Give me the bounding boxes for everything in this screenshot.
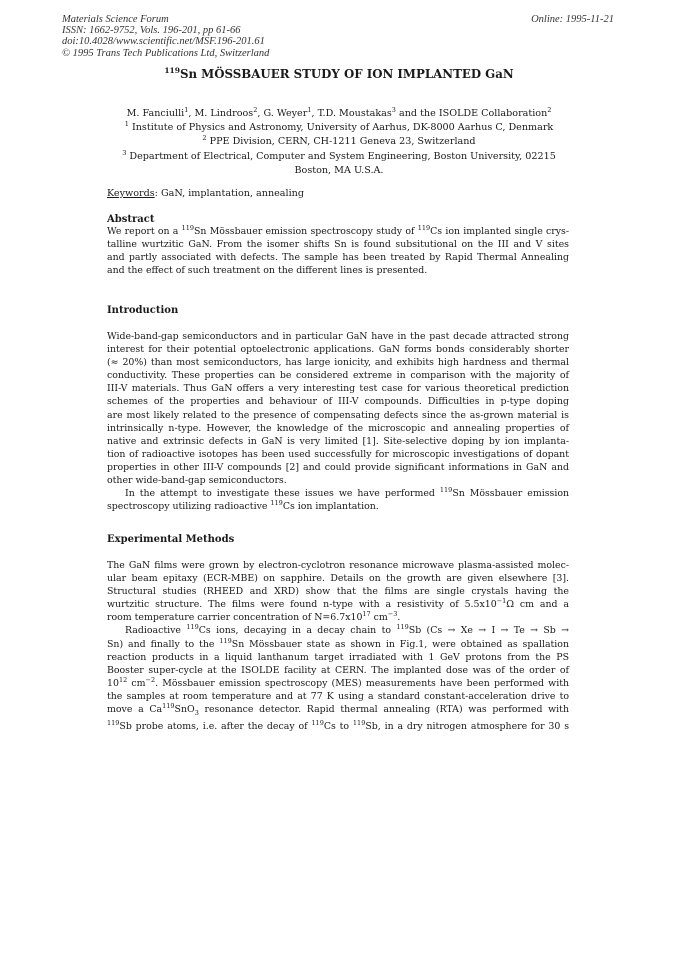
affil-number: 3	[122, 148, 127, 157]
author-affil-mark: 2	[253, 105, 258, 114]
author-affil-mark: 2	[547, 105, 552, 114]
copyright-line: © 1995 Trans Tech Publications Ltd, Switzerland	[62, 47, 270, 59]
author-affil-mark: 1	[307, 105, 312, 114]
text-line: (≈ 20%) than most semiconductors, has large ionicity, and exhibits high hardness and thermal	[107, 357, 569, 369]
methods-heading: Experimental Methods	[107, 534, 235, 545]
author-name: , G. Weyer	[257, 108, 308, 119]
text-line: room temperature carrier concentration of $N=6.7x10^{17}$ $cm^{-3}$.	[107, 610, 401, 624]
affiliation-3-cont: Boston, MA U.S.A.	[294, 164, 384, 176]
keywords	[107, 188, 304, 199]
affil-text: Institute of Physics and Astronomy, University of Aarhus, DK-8000 Aarhus C, Denmark	[128, 122, 554, 134]
text-line: tion of radioactive isotopes has been used successfully for microscopic investigations of dopant	[107, 448, 569, 460]
text-line: wurtzitic structure. The films were found n-type with a resistivity of $5.5x10^{-1}\Omega$ cm and a	[107, 597, 569, 611]
text-line: Wide-band-gap semiconductors and in particular GaN have in the past decade attracted strong	[107, 331, 569, 342]
author-affil-mark: 3	[391, 105, 396, 114]
text-line: spectroscopy utilizing radioactive $^{119}$Cs ion implantation.	[107, 499, 379, 513]
text-line: Sn) and finally to the $^{119}$Sn Mössbauer state as shown in Fig.1, were obtained as spallation	[107, 636, 569, 650]
online-date: Online: 1995-11-21	[531, 14, 614, 25]
affiliation-2	[100, 135, 578, 149]
author-name: , T.D. Moustakas	[311, 108, 392, 119]
text-line: the samples at room temperature and at 77 K using a standard constant-acceleration drive to	[107, 690, 569, 702]
text-line: talline wurtzitic GaN. From the isomer shifts Sn is found subsitutional on the III and V sites	[107, 239, 569, 251]
affil-text: PPE Division, CERN, CH-1211 Geneva 23, Switzerland	[206, 136, 476, 148]
affil-number: 1	[124, 120, 129, 129]
affiliation-1	[100, 121, 578, 135]
title-text: Sn MÖSSBAUER STUDY OF ION IMPLANTED GaN	[179, 67, 514, 81]
journal-header	[62, 14, 422, 59]
author-affil-mark: 1	[184, 105, 189, 114]
abstract-body	[107, 225, 569, 277]
keywords-label: Keywords	[107, 188, 155, 199]
affil-number: 2	[202, 134, 207, 143]
title-superscript: 119	[164, 66, 180, 76]
text-line: conductivity. These properties can be considered extreme in comparison with the majority of	[107, 370, 569, 382]
text-line: reaction products in a liquid lanthanum target irradiated with 1 GeV protons from the PS	[107, 651, 569, 663]
text-line: Structural studies (RHEED and XRD) show that the films are single crystals having the	[107, 586, 569, 598]
text-line: $^{119}$Sb probe atoms, i.e. after the decay of $^{119}$Cs to $^{119}$Sb, in a dry nitrogen atmosphere for 30 s	[107, 718, 570, 732]
issn-line: ISSN: 1662-9752, Vols. 196-201, pp 61-66	[62, 25, 241, 37]
paper-title	[0, 67, 678, 81]
text-line: move a $Ca^{119}SnO_3$ resonance detector. Rapid thermal annealing (RTA) was performed with	[107, 701, 569, 717]
text-line: and partly associated with defects. The sample has been treated by Rapid Thermal Annealing	[107, 252, 569, 264]
author-name: , M. Lindroos	[188, 108, 254, 119]
text-line: Booster super-cycle at the ISOLDE facility at CERN. The implanted dose was of the order of	[107, 664, 569, 676]
author-name: and the ISOLDE Collaboration	[395, 108, 548, 119]
text-line: and the effect of such treatment on the different lines is presented.	[107, 265, 428, 277]
affiliation-3	[100, 150, 578, 164]
text-line: properties in other III-V compounds [2] and could provide significant informations in GaN and	[107, 461, 569, 473]
introduction-body	[107, 330, 569, 513]
author-name: M. Fanciulli	[126, 108, 185, 119]
text-line: intrinsically n-type. However, the knowledge of the microscopic and annealing properties of	[107, 422, 569, 434]
text-line: In the attempt to investigate these issues we have performed $^{119}$Sn Mössbauer emission	[125, 486, 570, 500]
doi-line: doi:10.4028/www.scientific.net/MSF.196-201.61	[62, 36, 265, 48]
author-line	[100, 107, 578, 121]
keywords-sep: :	[154, 188, 161, 199]
methods-body	[107, 559, 569, 733]
text-line: interest for their potential optoelectronic applications. GaN forms bonds considerably shorter	[107, 344, 569, 356]
abstract-heading: Abstract	[107, 214, 155, 225]
keywords-text: GaN, implantation, annealing	[160, 188, 304, 199]
text-line: $10^{12}$ $cm^{-2}$. Mössbauer emission spectroscopy (MES) measurements have been performed with	[107, 675, 569, 689]
text-line: ular beam epitaxy (ECR-MBE) on sapphire. Details on the growth are given elsewhere [3].	[107, 573, 569, 585]
text-line: are most likely related to the presence of compensating defects since the as-grown material is	[107, 409, 569, 421]
author-block	[100, 107, 578, 178]
text-line: We report on a $^{119}$Sn Mössbauer emission spectroscopy study of $^{119}$Cs ion implanted single crys-	[107, 223, 569, 237]
text-line: native and extrinsic defects in GaN is very limited [1]. Site-selective doping by ion implanta-	[107, 435, 569, 447]
text-line: The GaN films were grown by electron-cyclotron resonance microwave plasma-assisted molec-	[107, 560, 569, 571]
text-line: Radioactive $^{119}$Cs ions, decaying in a decay chain to $^{119}$Sb (Cs → Xe → I → Te → Sb →	[125, 623, 570, 637]
text-line: schemes of the properties and behaviour of III-V compounds. Difficulties in p-type doping	[107, 396, 569, 408]
text-line: other wide-band-gap semiconductors.	[107, 475, 287, 487]
text-line: III-V materials. Thus GaN offers a very interesting test case for various theoretical prediction	[107, 383, 569, 395]
affil-text: Department of Electrical, Computer and System Engineering, Boston University, 02215	[126, 150, 556, 162]
journal-name: Materials Science Forum	[62, 14, 169, 25]
introduction-heading: Introduction	[107, 305, 179, 316]
